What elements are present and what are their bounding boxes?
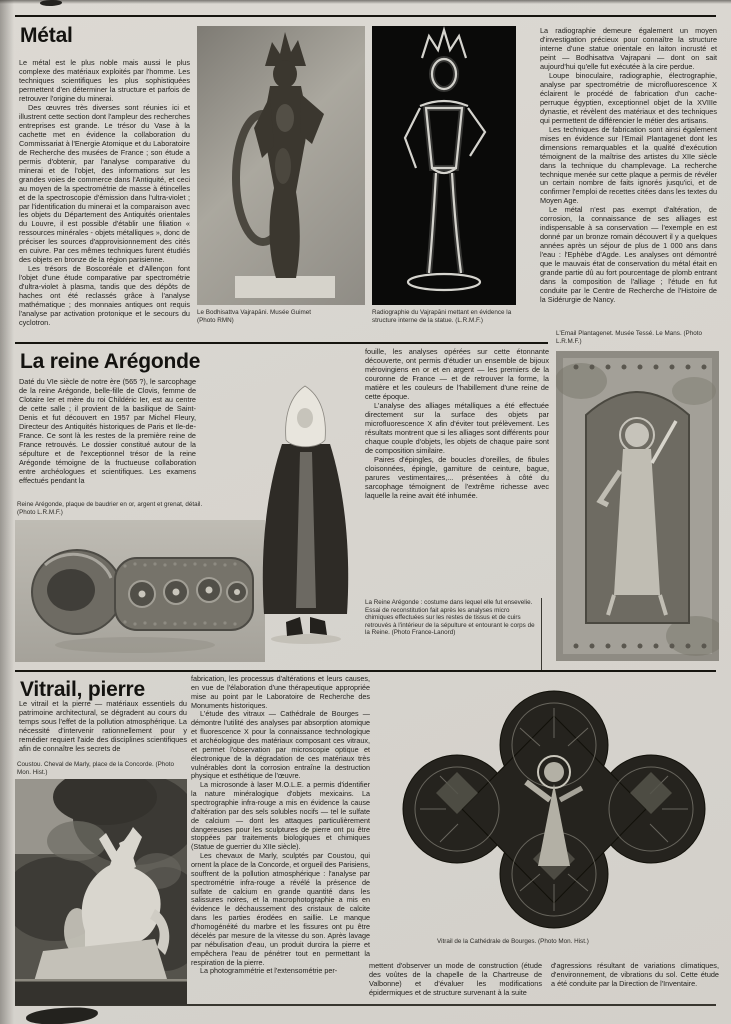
paragraph: fabrication, les processus d'altérations et leurs causes, en vue de l'élaboration d'une thérapeutique appropriée mise au point par le Laboratoire de Recherche des Monuments historiques.: [191, 675, 370, 710]
scan-artifact-top: [40, 0, 62, 6]
caption-buckle: Reine Arégonde, plaque de baudrier en or, argent et grenat, détail. (Photo L.R.M.F.): [17, 501, 203, 516]
paragraph: Paires d'épingles, de boucles d'oreilles, de fibules cloisonnées, épingle, garniture de ceinture, bague, parures vestimentaires,... présentées à côté du sarcophage témoignent de l'extrême richesse avec laquelle la reine avait été inhumée.: [365, 454, 549, 500]
bottom-column-a: [369, 962, 542, 998]
top-rule: [15, 15, 716, 17]
metal-column-1: [19, 59, 190, 328]
section-title-metal: Métal: [20, 24, 73, 47]
caption-costume: La Reine Arégonde : costume dans lequel elle fut ensevelie. Essai de reconstitution fait après les analyses micro chimiques effectuées sur les restes de tissus et de cuirs retrouvés à l'intérieur de la sépulture et entourant le corps de la Reine. (Photo France-Lanord): [365, 599, 535, 637]
bodhisattva-photo: [197, 26, 365, 305]
scan-top-edge: [0, 0, 731, 4]
vitrail-column-1: [19, 700, 187, 754]
paragraph: Loupe binoculaire, radiographie, électrographie, analyse par spectrométrie de microfluorescence X éclairent le procédé de fabrication d'un cache-perruque égyptien, exceptionnel objet de la XVIIIe dynastie, et révèlent des matériaux et des techniques qui permettent de différencier le métier des artisans.: [540, 70, 717, 125]
bottom-column-b: [551, 962, 719, 989]
radiograph-photo: [372, 26, 516, 305]
paragraph: La radiographie demeure également un moyen d'investigation précieux pour connaître la structure interne d'une statue orientale en laiton incrusté et peint — Bodhisattva Vajrapani — dont on sait aujourd'hui qu'elle fut exécutée à la cire perdue.: [540, 26, 717, 71]
paragraph: d'agressions résultant de variations climatiques, d'environnement, de vibrations du sol. Cette étude a été conduite par la Direction de l'Inventaire.: [551, 961, 719, 988]
horse-illustration: [15, 779, 187, 1005]
stained-glass-illustration: [400, 688, 708, 931]
caption-radiographie: Radiographie du Vajrapāni mettant en évidence la structure interne de la statue. (L.R.M.F.): [372, 309, 512, 324]
scan-artifact-bottom: [26, 1006, 99, 1024]
costume-illustration: [248, 382, 363, 650]
paragraph: Des œuvres très diverses sont réunies ici et illustrent cette section dont l'ampleur des recherches entreprises est grande. Le trésor du Vase à la cachette met en évidence la collaboration du Commissariat à l'Energie Atomique et du Laboratoire de Recherche des musées de France ; son étude a permis d'obtenir, par l'analyse comparative du minerai et de l'objet, des informations sur les grandes voies de commerce dans l'Antiquité, et ceci au moyen de la spectrométrie de masse à étincelles et de la spectroscopie d'émission dans l'ultra-violet ; par l'identification du minerai et la comparaison avec les objets du Département des Antiquités orientales du Louvre, il est possible d'établir une filiation « ressources minérales - objets métalliques », donc de préciser les sources d'approvisionnement des cités en cuivre. Par ces mêmes techniques furent étudiés des objets en bronze de la région parisienne.: [19, 102, 190, 265]
caption-stained-glass: Vitrail de la Cathédrale de Bourges. (Photo Mon. Hist.): [437, 938, 589, 945]
metal-column-2: [540, 27, 717, 305]
costume-reconstruction-photo: [248, 382, 363, 650]
paragraph: Le vitrail et la pierre — matériaux essentiels du patrimoine architectural, se dégradent au cours du temps sous l'effet de la pollution atmosphérique. La nécessité d'intervenir rationnellement pour y remédier requiert l'aide des disciplines scientifiques afin de connaître les secrets de: [19, 699, 187, 753]
email-plantagenet-photo: [556, 351, 719, 661]
paragraph: mettent d'observer un mode de construction (étude des voûtes de la chapelle de la Chartreuse de Valbonne) et d'évaluer les modifications épidermiques et de structure survenant à la suite: [369, 961, 542, 997]
section-rule-aregonde: [15, 342, 548, 344]
vitrail-column-2: [191, 675, 370, 1005]
paragraph: Les trésors de Boscoréale et d'Allençon font l'objet d'une étude comparative par spectrométrie d'ultra-violet à plasma, tandis que des dépôts de haches ont été reclassés grâce à l'analyse mathématique ; des monnaies antiques ont requis l'analyse par activation protonique et le secours du cyclotron.: [19, 264, 190, 328]
horse-photo: [15, 779, 187, 1005]
section-rule-vitrail: [15, 670, 716, 672]
aregonde-column-2: [365, 348, 549, 500]
paragraph: Les chevaux de Marly, sculptés par Coustou, qui ornent la place de la Concorde, et orgueil des Parisiens, souffrent de la pollution atmosphérique : l'analyse par spectrométrie infra-rouge a révélé la présence de sulfate de calcium en grande quantité dans les salissures noires, et la macrophotographie a mis en évidence le déchaussement des cristaux de calcite dans les parties érodées en saillie. Le manque d'homogénéité du marbre et les fissures ont pu être décelés par mesure de la vitesse du son. Après lavage par nébulisation d'eau, un produit durcira la pierre et empêchera l'eau de pénétrer tout en permettant la respiration de la pierre.: [191, 851, 370, 967]
email-plantagenet-illustration: [556, 351, 719, 661]
caption-divider-rule: [541, 598, 542, 670]
paragraph: L'analyse des alliages métalliques a été effectuée directement sur la surface des objets par microfluorescence X afin d'éviter tout prélèvement. Les résultats montrent que si les alliages sont différents pour chaque couple d'objets, les objets de chaque paire sont de composition similaire.: [365, 400, 549, 455]
scan-left-edge: [0, 0, 14, 1024]
section-title-aregonde: La reine Arégonde: [20, 350, 201, 373]
caption-bodhisattva: Le Bodhisattva Vajrapāni. Musée Guimet (Photo RMN): [197, 309, 311, 324]
stained-glass-photo: [400, 688, 708, 931]
caption-horse: Coustou. Cheval de Marly, place de la Concorde. (Photo Mon. Hist.): [17, 761, 175, 776]
buckle-illustration: [15, 520, 265, 662]
paragraph: Le métal est le plus noble mais aussi le plus complexe des matériaux exploités par l'homme. Les techniques scientifiques les plus sophistiquées permettent d'en déterminer la structure et parfois de retrouver l'origine du minerai.: [19, 58, 190, 103]
section-title-vitrail: Vitrail, pierre: [20, 678, 146, 701]
paragraph: Le métal n'est pas exempt d'altération, de corrosion, la connaissance de ses alliages est indispensable à sa conservation — l'exemple en est donné par un bronze romain découvert il y a quelques années après un séjour de plus de 1 000 ans dans l'eau : l'Ephèbe d'Agde. Les analyses ont démontré que le mauvais état de conservation du métal était en grande partie dû au fort pourcentage de plomb entrant dans la composition de l'alliage ; l'étude en fut conduite par le Centre de Recherche de l'Histoire de la Sidérurgie de Nancy.: [540, 205, 717, 305]
caption-email-plantagenet: L'Email Plantagenet. Musée Tessé. Le Mans. (Photo L.R.M.F.): [556, 330, 702, 345]
paragraph: Daté du VIe siècle de notre ère (565 ?), le sarcophage de la reine Arégonde, belle-fille de Clovis, femme de Clotaire Ier et mère du roi Childéric Ier, est au centre de cette salle ; il provient de la basilique de Saint-Denis et fut découvert en 1957 par Michel Fleury, Directeur des Antiquités historiques de Paris et Ile-de-France. Ce sont là les restes de la première reine de France retrouvés. Le dossier constitué autour de la sépulture et de l'exceptionnel trésor de la reine Arégonde témoigne de la fructueuse collaboration entre archéologues et scientifiques. Les examens effectués pendant la: [19, 377, 196, 485]
aregonde-column-1: [19, 378, 196, 486]
radiograph-illustration: [372, 26, 516, 305]
bodhisattva-statue-illustration: [197, 26, 365, 305]
buckle-photo: [15, 520, 265, 662]
paragraph: La microsonde à laser M.O.L.E. a permis d'identifier la nature minéralogique d'objets mexicains. La spectrographie infra-rouge a mis en évidence la cause d'altération par des sels solubles nocifs — tel le sulfate de calcium — dont les attaques particulièrement dangereuses pour les sculptures de pierre ont pu être stoppées par traitements biologiques et chimiques (Statue de guerrier du XIIe siècle).: [191, 780, 370, 852]
paragraph: L'étude des vitraux — Cathédrale de Bourges — démontre l'utilité des analyses par absorption atomique et fluorescence X pour la connaissance technologique et archéologique des matériaux composant ces vitraux, et permet l'observation par microscopie optique et électronique de la dégradation de ces matériaux très vulnérables dont la corrosion entraîne la destruction physique et esthétique de l'œuvre.: [191, 709, 370, 781]
paragraph: fouille, les analyses opérées sur cette étonnante découverte, ont permis d'étudier un ensemble de bijoux mérovingiens en or et en argent — les premiers de la couronne de France — et de retrouver la forme, la matière et les couleurs de l'habillement d'une reine de cette époque.: [365, 347, 549, 401]
paragraph: Les techniques de fabrication sont ainsi également mises en évidence sur l'Email Plantagenet dont les dimensions remarquables et la qualité d'exécution témoignent de la maîtrise des artistes du XIIe siècle dans la technique du champlevage. La recherche technique menée sur cette plaque a permis de révéler un certain nombre de faits ignorés jusqu'ici, et de confirmer l'emploi de recettes citées dans les textes du Moyen Age.: [540, 124, 718, 206]
paragraph: La photogrammétrie et l'extensométrie per-: [200, 966, 338, 976]
